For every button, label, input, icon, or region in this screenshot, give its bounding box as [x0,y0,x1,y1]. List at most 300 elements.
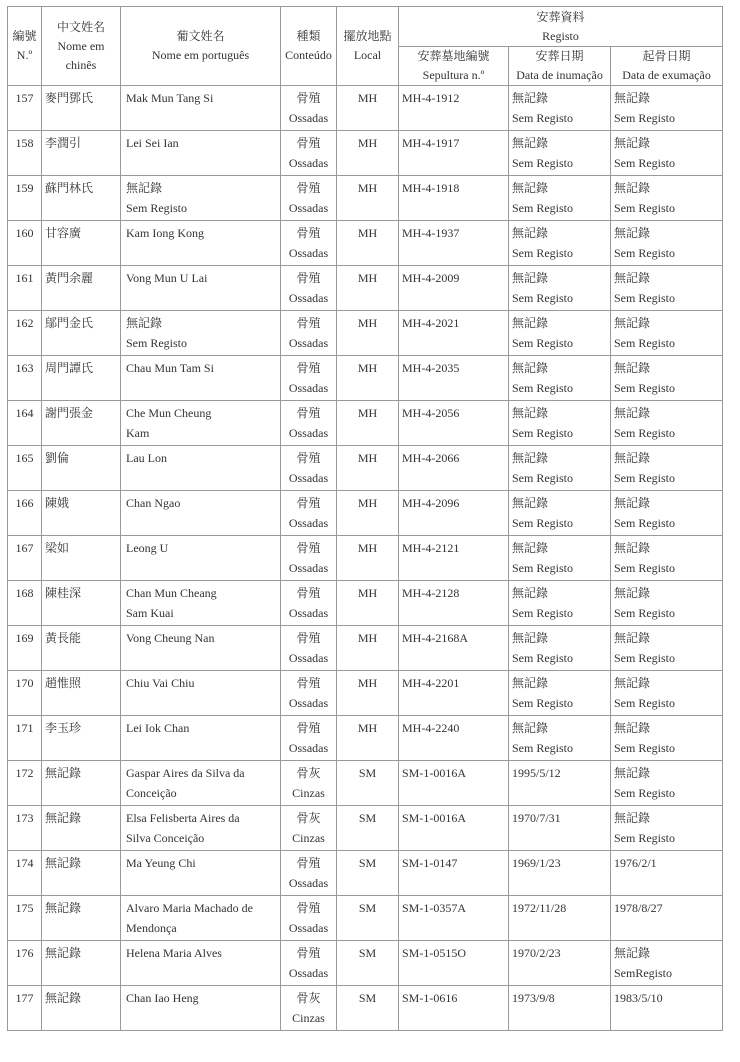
cell-content [281,311,337,356]
cell-location [337,761,399,806]
cell-portuguese-name [121,491,281,536]
cell-number-text: 157 [15,91,34,105]
cell-location [337,581,399,626]
cell-location [337,716,399,761]
cell-number [8,761,42,806]
cell-number [8,941,42,986]
cell-chinese-name [42,401,121,446]
cell-chinese-name [42,491,121,536]
cell-content-text: Ossadas [288,966,329,980]
cell-content-text: Ossadas [288,561,329,575]
cell-chinese-name-text: 無記錄 [45,901,82,915]
cell-content [281,851,337,896]
cell-exhumation-date-text: 無記錄 [614,541,651,555]
cell-content [281,401,337,446]
cell-exhumation-date-text: 無記錄 [614,946,651,960]
cell-exhumation-date-text: 無記錄 [614,361,651,375]
cell-exhumation-date [611,941,723,986]
cell-inhumation-date [509,806,611,851]
cell-exhumation-date-text: Sem Registo [614,606,676,620]
cell-content-text: 骨殖 [296,541,321,555]
table-body [8,86,723,1031]
cell-number-text: 160 [15,226,34,240]
cell-portuguese-name-text: Kam [126,426,150,440]
cell-chinese-name [42,806,121,851]
cell-exhumation-date-text: 無記錄 [614,631,651,645]
cell-chinese-name-text: 陳娥 [45,496,70,510]
cell-exhumation-date [611,896,723,941]
cell-location [337,176,399,221]
cell-content-text: 骨殖 [296,316,321,330]
cell-chinese-name [42,941,121,986]
cell-number [8,221,42,266]
cell-grave-number-text: MH-4-1937 [402,226,460,240]
cell-inhumation-date [509,536,611,581]
cell-portuguese-name-text: 無記錄 [126,316,163,330]
cell-exhumation-date-text: Sem Registo [614,156,676,170]
cell-portuguese-name-text: Lei Sei Ian [126,136,179,150]
cell-inhumation-date-text: 無記錄 [512,721,549,735]
cell-content [281,671,337,716]
cell-number-text: 173 [15,811,34,825]
cell-exhumation-date [611,986,723,1031]
cell-exhumation-date-text: 1976/2/1 [614,856,657,870]
header-content-zh: 種類 [296,29,321,43]
cell-number-text: 175 [15,901,34,915]
header-portuguese-name [121,7,281,86]
cell-chinese-name-text: 周門譚氏 [45,361,94,375]
header-grave [399,47,509,86]
cell-portuguese-name-text: Silva Conceição [126,831,205,845]
cell-grave-number-text: MH-4-2121 [402,541,460,555]
cell-exhumation-date-text: 無記錄 [614,226,651,240]
cell-location [337,986,399,1031]
cell-grave-number [399,491,509,536]
cell-portuguese-name-text: Che Mun Cheung [126,406,212,420]
cell-number [8,581,42,626]
cell-portuguese-name [121,851,281,896]
cell-grave-number-text: MH-4-1917 [402,136,460,150]
cell-location [337,941,399,986]
header-location-pt: Local [353,48,382,62]
cell-content-text: Ossadas [288,156,329,170]
cell-exhumation-date-text: 無記錄 [614,136,651,150]
cell-chinese-name-text: 甘容廣 [45,226,82,240]
cell-location-text: MH [357,496,378,510]
cell-portuguese-name-text: Helena Maria Alves [126,946,222,960]
table-row [8,941,723,986]
header-content-pt: Conteúdo [285,48,332,62]
cell-content-text: 骨殖 [296,946,321,960]
cell-grave-number-text: MH-4-1918 [402,181,460,195]
cell-portuguese-name [121,536,281,581]
cell-grave-number-text: MH-4-2009 [402,271,460,285]
cell-inhumation-date [509,941,611,986]
cell-chinese-name [42,86,121,131]
cell-exhumation-date [611,491,723,536]
cell-portuguese-name [121,581,281,626]
cell-chinese-name-text: 謝門張金 [45,406,94,420]
cell-content-text: 骨殖 [296,406,321,420]
table-row [8,311,723,356]
cell-exhumation-date-text: Sem Registo [614,471,676,485]
cell-portuguese-name [121,221,281,266]
cell-portuguese-name-text: Conceição [126,786,177,800]
cell-content [281,221,337,266]
cell-exhumation-date-text: Sem Registo [614,246,676,260]
cell-inhumation-date [509,851,611,896]
cell-inhumation-date [509,266,611,311]
cell-number-text: 169 [15,631,34,645]
cell-portuguese-name [121,86,281,131]
cell-exhumation-date [611,581,723,626]
cell-content [281,536,337,581]
cell-portuguese-name [121,311,281,356]
cell-grave-number [399,131,509,176]
cell-chinese-name-text: 無記錄 [45,991,82,1005]
header-location-zh: 擺放地點 [343,29,392,43]
cell-location-text: MH [357,451,378,465]
cell-exhumation-date-text: 無記錄 [614,676,651,690]
header-chinese-name-pt1: Nome em [57,38,105,53]
cell-portuguese-name-text: Vong Cheung Nan [126,631,215,645]
cell-chinese-name-text: 無記錄 [45,811,82,825]
cell-inhumation-date [509,131,611,176]
cell-content-text: Cinzas [292,786,325,800]
cell-portuguese-name-text: Ma Yeung Chi [126,856,196,870]
cell-content-text: Ossadas [288,336,329,350]
cell-portuguese-name-text: Chiu Vai Chiu [126,676,195,690]
header-chinese-name-zh: 中文姓名 [56,19,105,34]
header-inhumation-date [509,47,611,86]
cell-inhumation-date-text: Sem Registo [512,471,574,485]
cell-chinese-name-text: 陳桂深 [45,586,82,600]
cell-grave-number-text: MH-4-2056 [402,406,460,420]
cell-content [281,446,337,491]
table-row [8,176,723,221]
cell-exhumation-date [611,131,723,176]
cell-inhumation-date [509,986,611,1031]
cell-grave-number [399,851,509,896]
cell-content-text: 骨灰 [296,811,321,825]
table-row [8,446,723,491]
header-location [337,7,399,86]
cell-grave-number [399,176,509,221]
cell-content-text: 骨殖 [296,271,321,285]
cell-grave-number [399,716,509,761]
cell-exhumation-date-text: Sem Registo [614,651,676,665]
cell-chinese-name-text: 無記錄 [45,946,82,960]
cell-inhumation-date-text: Sem Registo [512,561,574,575]
table-row [8,851,723,896]
cell-inhumation-date-text: 1969/1/23 [512,856,561,870]
cell-grave-number-text: MH-4-2240 [402,721,460,735]
header-exhumation-date [611,47,723,86]
cell-content-text: 骨灰 [296,766,321,780]
header-chinese-name [42,7,121,86]
cell-number [8,806,42,851]
cell-number-text: 171 [15,721,34,735]
cell-number-text: 174 [15,856,34,870]
cell-number [8,446,42,491]
cell-grave-number [399,761,509,806]
cell-exhumation-date-text: Sem Registo [614,696,676,710]
cell-inhumation-date-text: Sem Registo [512,291,574,305]
cell-exhumation-date [611,671,723,716]
table-row [8,626,723,671]
cell-content-text: 骨殖 [296,676,321,690]
cell-content [281,986,337,1031]
cell-exhumation-date [611,851,723,896]
cell-portuguese-name [121,131,281,176]
cell-grave-number-text: SM-1-0016A [402,811,467,825]
cell-grave-number-text: MH-4-2066 [402,451,460,465]
cell-exhumation-date [611,311,723,356]
table-header [8,7,723,86]
cell-inhumation-date-text: 無記錄 [512,91,549,105]
cell-grave-number-text: MH-4-2128 [402,586,460,600]
cell-exhumation-date-text: Sem Registo [614,786,676,800]
cell-chinese-name [42,761,121,806]
header-exhumation-date-zh: 起骨日期 [642,49,691,63]
cell-grave-number [399,446,509,491]
burial-records-table [7,6,723,1031]
cell-chinese-name [42,716,121,761]
cell-exhumation-date-text: 無記錄 [614,316,651,330]
cell-inhumation-date-text: Sem Registo [512,606,574,620]
cell-content [281,941,337,986]
cell-number [8,716,42,761]
cell-inhumation-date [509,401,611,446]
cell-inhumation-date-text: 1995/5/12 [512,766,561,780]
cell-inhumation-date [509,86,611,131]
cell-grave-number-text: SM-1-0515O [402,946,467,960]
cell-location [337,131,399,176]
cell-inhumation-date-text: 無記錄 [512,361,549,375]
cell-chinese-name [42,986,121,1031]
cell-inhumation-date-text: 無記錄 [512,271,549,285]
cell-content [281,806,337,851]
cell-location-text: MH [357,721,378,735]
cell-grave-number-text: MH-4-2021 [402,316,460,330]
cell-grave-number [399,221,509,266]
cell-location-text: MH [357,541,378,555]
cell-content [281,266,337,311]
cell-content-text: 骨殖 [296,496,321,510]
cell-portuguese-name [121,941,281,986]
cell-portuguese-name-text: Sam Kuai [126,606,174,620]
table-row [8,716,723,761]
cell-location-text: SM [358,901,377,915]
table-row [8,536,723,581]
header-content [281,7,337,86]
header-registo-zh: 安葬資料 [536,9,585,24]
cell-number [8,176,42,221]
cell-location [337,626,399,671]
cell-number [8,266,42,311]
cell-portuguese-name-text: Lei Iok Chan [126,721,190,735]
cell-portuguese-name-text: Kam Iong Kong [126,226,204,240]
cell-exhumation-date-text: Sem Registo [614,201,676,215]
cell-location-text: MH [357,316,378,330]
table-row [8,896,723,941]
cell-inhumation-date [509,311,611,356]
cell-grave-number-text: SM-1-0357A [402,901,467,915]
cell-number-text: 170 [15,676,34,690]
cell-exhumation-date [611,401,723,446]
cell-exhumation-date-text: Sem Registo [614,561,676,575]
cell-inhumation-date [509,716,611,761]
cell-number-text: 177 [15,991,34,1005]
cell-inhumation-date-text: Sem Registo [512,741,574,755]
cell-content-text: Ossadas [288,651,329,665]
cell-location [337,311,399,356]
cell-chinese-name-text: 無記錄 [45,766,82,780]
cell-inhumation-date [509,446,611,491]
cell-portuguese-name-text: Vong Mun U Lai [126,271,208,285]
table-row [8,401,723,446]
cell-portuguese-name-text: Chan Mun Cheang [126,586,217,600]
cell-number [8,86,42,131]
header-portuguese-name-pt: Nome em português [151,48,250,62]
cell-content-text: Ossadas [288,381,329,395]
cell-location [337,221,399,266]
cell-inhumation-date-text: Sem Registo [512,156,574,170]
cell-portuguese-name-text: Chan Ngao [126,496,181,510]
cell-grave-number [399,356,509,401]
cell-portuguese-name [121,986,281,1031]
cell-grave-number-text: SM-1-0016A [402,766,467,780]
cell-grave-number-text: SM-1-0616 [402,991,458,1005]
cell-location-text: SM [358,991,377,1005]
cell-portuguese-name-text: Mak Mun Tang Si [126,91,214,105]
cell-content-text: Ossadas [288,741,329,755]
table-row [8,761,723,806]
cell-grave-number [399,536,509,581]
cell-grave-number [399,311,509,356]
cell-location [337,851,399,896]
cell-chinese-name [42,356,121,401]
cell-location [337,446,399,491]
cell-location [337,896,399,941]
cell-exhumation-date-text: SemRegisto [614,966,673,980]
cell-location [337,356,399,401]
cell-exhumation-date-text: Sem Registo [614,381,676,395]
cell-content-text: Ossadas [288,696,329,710]
cell-grave-number [399,671,509,716]
cell-content-text: 骨殖 [296,181,321,195]
cell-inhumation-date-text: Sem Registo [512,201,574,215]
cell-exhumation-date-text: Sem Registo [614,336,676,350]
cell-exhumation-date-text: 無記錄 [614,271,651,285]
cell-grave-number-text: MH-4-2035 [402,361,460,375]
cell-content [281,626,337,671]
cell-location [337,536,399,581]
cell-portuguese-name [121,671,281,716]
cell-inhumation-date-text: Sem Registo [512,336,574,350]
cell-exhumation-date-text: 無記錄 [614,91,651,105]
cell-inhumation-date-text: 無記錄 [512,406,549,420]
cell-inhumation-date-text: Sem Registo [512,246,574,260]
cell-content-text: Ossadas [288,426,329,440]
cell-inhumation-date-text: Sem Registo [512,426,574,440]
cell-number [8,626,42,671]
cell-portuguese-name-text: Lau Lon [126,451,167,465]
cell-portuguese-name-text: Chan Iao Heng [126,991,199,1005]
cell-grave-number-text: MH-4-2096 [402,496,460,510]
cell-number-text: 166 [15,496,34,510]
table-row [8,986,723,1031]
cell-exhumation-date [611,806,723,851]
cell-location-text: MH [357,631,378,645]
cell-number-text: 162 [15,316,34,330]
cell-inhumation-date-text: Sem Registo [512,651,574,665]
cell-content [281,581,337,626]
cell-chinese-name-text: 蘇門林氏 [45,181,94,195]
cell-exhumation-date [611,446,723,491]
cell-inhumation-date [509,176,611,221]
cell-portuguese-name [121,176,281,221]
cell-exhumation-date-text: Sem Registo [614,831,676,845]
cell-inhumation-date-text: 1972/11/28 [512,901,567,915]
cell-exhumation-date-text: 無記錄 [614,721,651,735]
cell-portuguese-name [121,356,281,401]
cell-inhumation-date-text: Sem Registo [512,111,574,125]
cell-portuguese-name-text: Leong U [126,541,169,555]
cell-exhumation-date-text: Sem Registo [614,426,676,440]
cell-location [337,806,399,851]
cell-number-text: 167 [15,541,34,555]
cell-portuguese-name-text: Alvaro Maria Machado de [126,901,253,915]
cell-grave-number [399,266,509,311]
cell-location-text: SM [358,811,377,825]
header-inhumation-date-pt: Data de inumação [516,68,603,82]
cell-inhumation-date-text: 無記錄 [512,586,549,600]
cell-number [8,131,42,176]
cell-number [8,671,42,716]
header-chinese-name-pt2: chinês [65,57,97,72]
cell-inhumation-date-text: 1970/7/31 [512,811,561,825]
cell-inhumation-date-text: Sem Registo [512,696,574,710]
cell-inhumation-date-text: 無記錄 [512,496,549,510]
cell-exhumation-date [611,536,723,581]
cell-chinese-name [42,536,121,581]
cell-chinese-name-text: 劉倫 [45,451,70,465]
cell-content-text: Ossadas [288,516,329,530]
cell-inhumation-date [509,221,611,266]
cell-content [281,86,337,131]
cell-inhumation-date-text: 無記錄 [512,451,549,465]
cell-exhumation-date-text: Sem Registo [614,291,676,305]
cell-content-text: Ossadas [288,876,329,890]
cell-location [337,491,399,536]
cell-portuguese-name [121,266,281,311]
cell-content-text: Ossadas [288,471,329,485]
cell-portuguese-name [121,446,281,491]
cell-exhumation-date-text: 無記錄 [614,496,651,510]
cell-inhumation-date-text: 無記錄 [512,226,549,240]
cell-location-text: MH [357,271,378,285]
cell-content-text: Cinzas [292,1011,325,1025]
cell-content-text: 骨殖 [296,361,321,375]
cell-inhumation-date-text: 無記錄 [512,676,549,690]
cell-number [8,896,42,941]
cell-content-text: 骨殖 [296,136,321,150]
header-grave-pt: Sepultura n.º [422,68,485,82]
cell-exhumation-date-text: 無記錄 [614,766,651,780]
cell-grave-number-text: MH-4-2201 [402,676,460,690]
cell-location-text: MH [357,586,378,600]
